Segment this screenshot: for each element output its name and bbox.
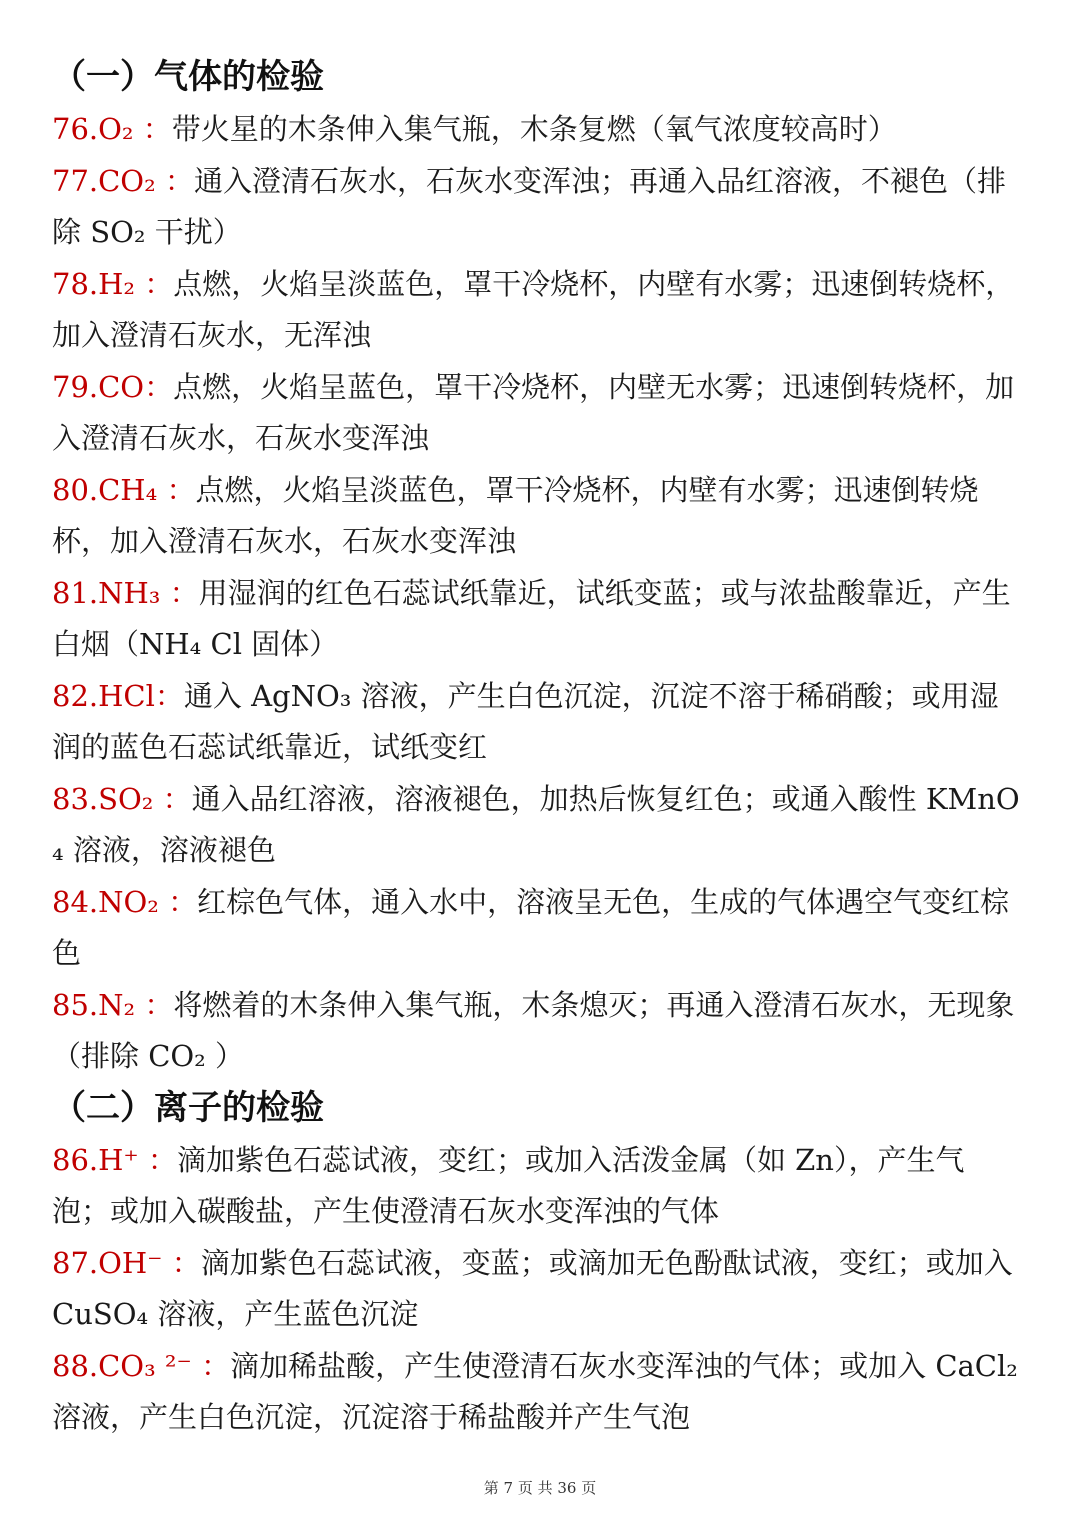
list-item (52, 671, 1020, 774)
item-text: 将燃着的木条伸入集气瓶，木条熄灭；再通入澄清石灰水，无现象（排除 CO₂ ） (52, 987, 1015, 1073)
item-text: 通入 AgNO₃ 溶液，产生白色沉淀，沉淀不溶于稀硝酸；或用湿润的蓝色石蕊试纸靠近，试纸变红 (52, 678, 999, 764)
list-item (52, 1135, 1020, 1238)
item-number: 87.OH⁻ ： (52, 1245, 201, 1280)
item-text: 用湿润的红色石蕊试纸靠近，试纸变蓝；或与浓盐酸靠近，产生白烟（NH₄ Cl 固体） (52, 575, 1011, 661)
list-item (52, 156, 1020, 259)
item-number: 78.H₂ ： (52, 266, 174, 301)
document-page (52, 52, 1020, 1444)
item-text: 点燃，火焰呈淡蓝色，罩干冷烧杯，内壁有水雾；迅速倒转烧杯，加入澄清石灰水，石灰水变浑浊 (52, 472, 979, 558)
list-item (52, 877, 1020, 980)
item-number: 84.NO₂ ： (52, 884, 198, 919)
item-number: 83.SO₂ ： (52, 781, 192, 816)
list-item (52, 465, 1020, 568)
item-number: 80.CH₄ ： (52, 472, 196, 507)
item-number: 86.H⁺ ： (52, 1142, 177, 1177)
list-item (52, 104, 1020, 156)
item-text: 点燃，火焰呈蓝色，罩干冷烧杯，内壁无水雾；迅速倒转烧杯，加入澄清石灰水，石灰水变浑浊 (52, 369, 1015, 455)
item-text: 红棕色气体，通入水中，溶液呈无色，生成的气体遇空气变红棕色 (52, 884, 1010, 970)
list-item (52, 980, 1020, 1083)
item-number: 79.CO： (52, 369, 174, 404)
section-title-ion: （二）离子的检验 (52, 1087, 324, 1128)
item-text: 滴加紫色石蕊试液，变蓝；或滴加无色酚酞试液，变红；或加入 CuSO₄ 溶液，产生蓝色沉淀 (52, 1245, 1013, 1331)
page-footer: 第 7 页 共 36 页 (483, 1479, 597, 1497)
item-number: 82.HCl： (52, 678, 184, 713)
item-text: 滴加稀盐酸，产生使澄清石灰水变浑浊的气体；或加入 CaCl₂ 溶液，产生白色沉淀，沉淀溶于稀盐酸并产生气泡 (52, 1348, 1018, 1434)
item-text: 通入澄清石灰水，石灰水变浑浊；再通入品红溶液，不褪色（排除 SO₂ 干扰） (52, 163, 1006, 249)
list-item (52, 568, 1020, 671)
item-text: 通入品红溶液，溶液褪色，加热后恢复红色；或通入酸性 KMnO₄ 溶液，溶液褪色 (52, 781, 1020, 867)
item-number: 77.CO₂ ： (52, 163, 194, 198)
item-number: 88.CO₃ ²⁻ ： (52, 1348, 231, 1383)
list-item (52, 774, 1020, 877)
item-text: 带火星的木条伸入集气瓶，木条复燃（氧气浓度较高时） (171, 112, 897, 146)
list-item (52, 259, 1020, 362)
list-item (52, 362, 1020, 465)
item-number: 76.O₂ ： (52, 112, 172, 146)
item-number: 81.NH₃ ： (52, 575, 199, 610)
item-text: 点燃，火焰呈淡蓝色，罩干冷烧杯，内壁有水雾；迅速倒转烧杯，加入澄清石灰水，无浑浊 (52, 266, 1015, 352)
item-number: 85.N₂ ： (52, 987, 174, 1022)
item-text: 滴加紫色石蕊试液，变红；或加入活泼金属（如 Zn），产生气泡；或加入碳酸盐，产生使澄清石灰水变浑浊的气体 (52, 1142, 965, 1228)
list-item (52, 1238, 1020, 1341)
section-title-gas: （一）气体的检验 (52, 57, 324, 97)
list-item (52, 1341, 1020, 1444)
